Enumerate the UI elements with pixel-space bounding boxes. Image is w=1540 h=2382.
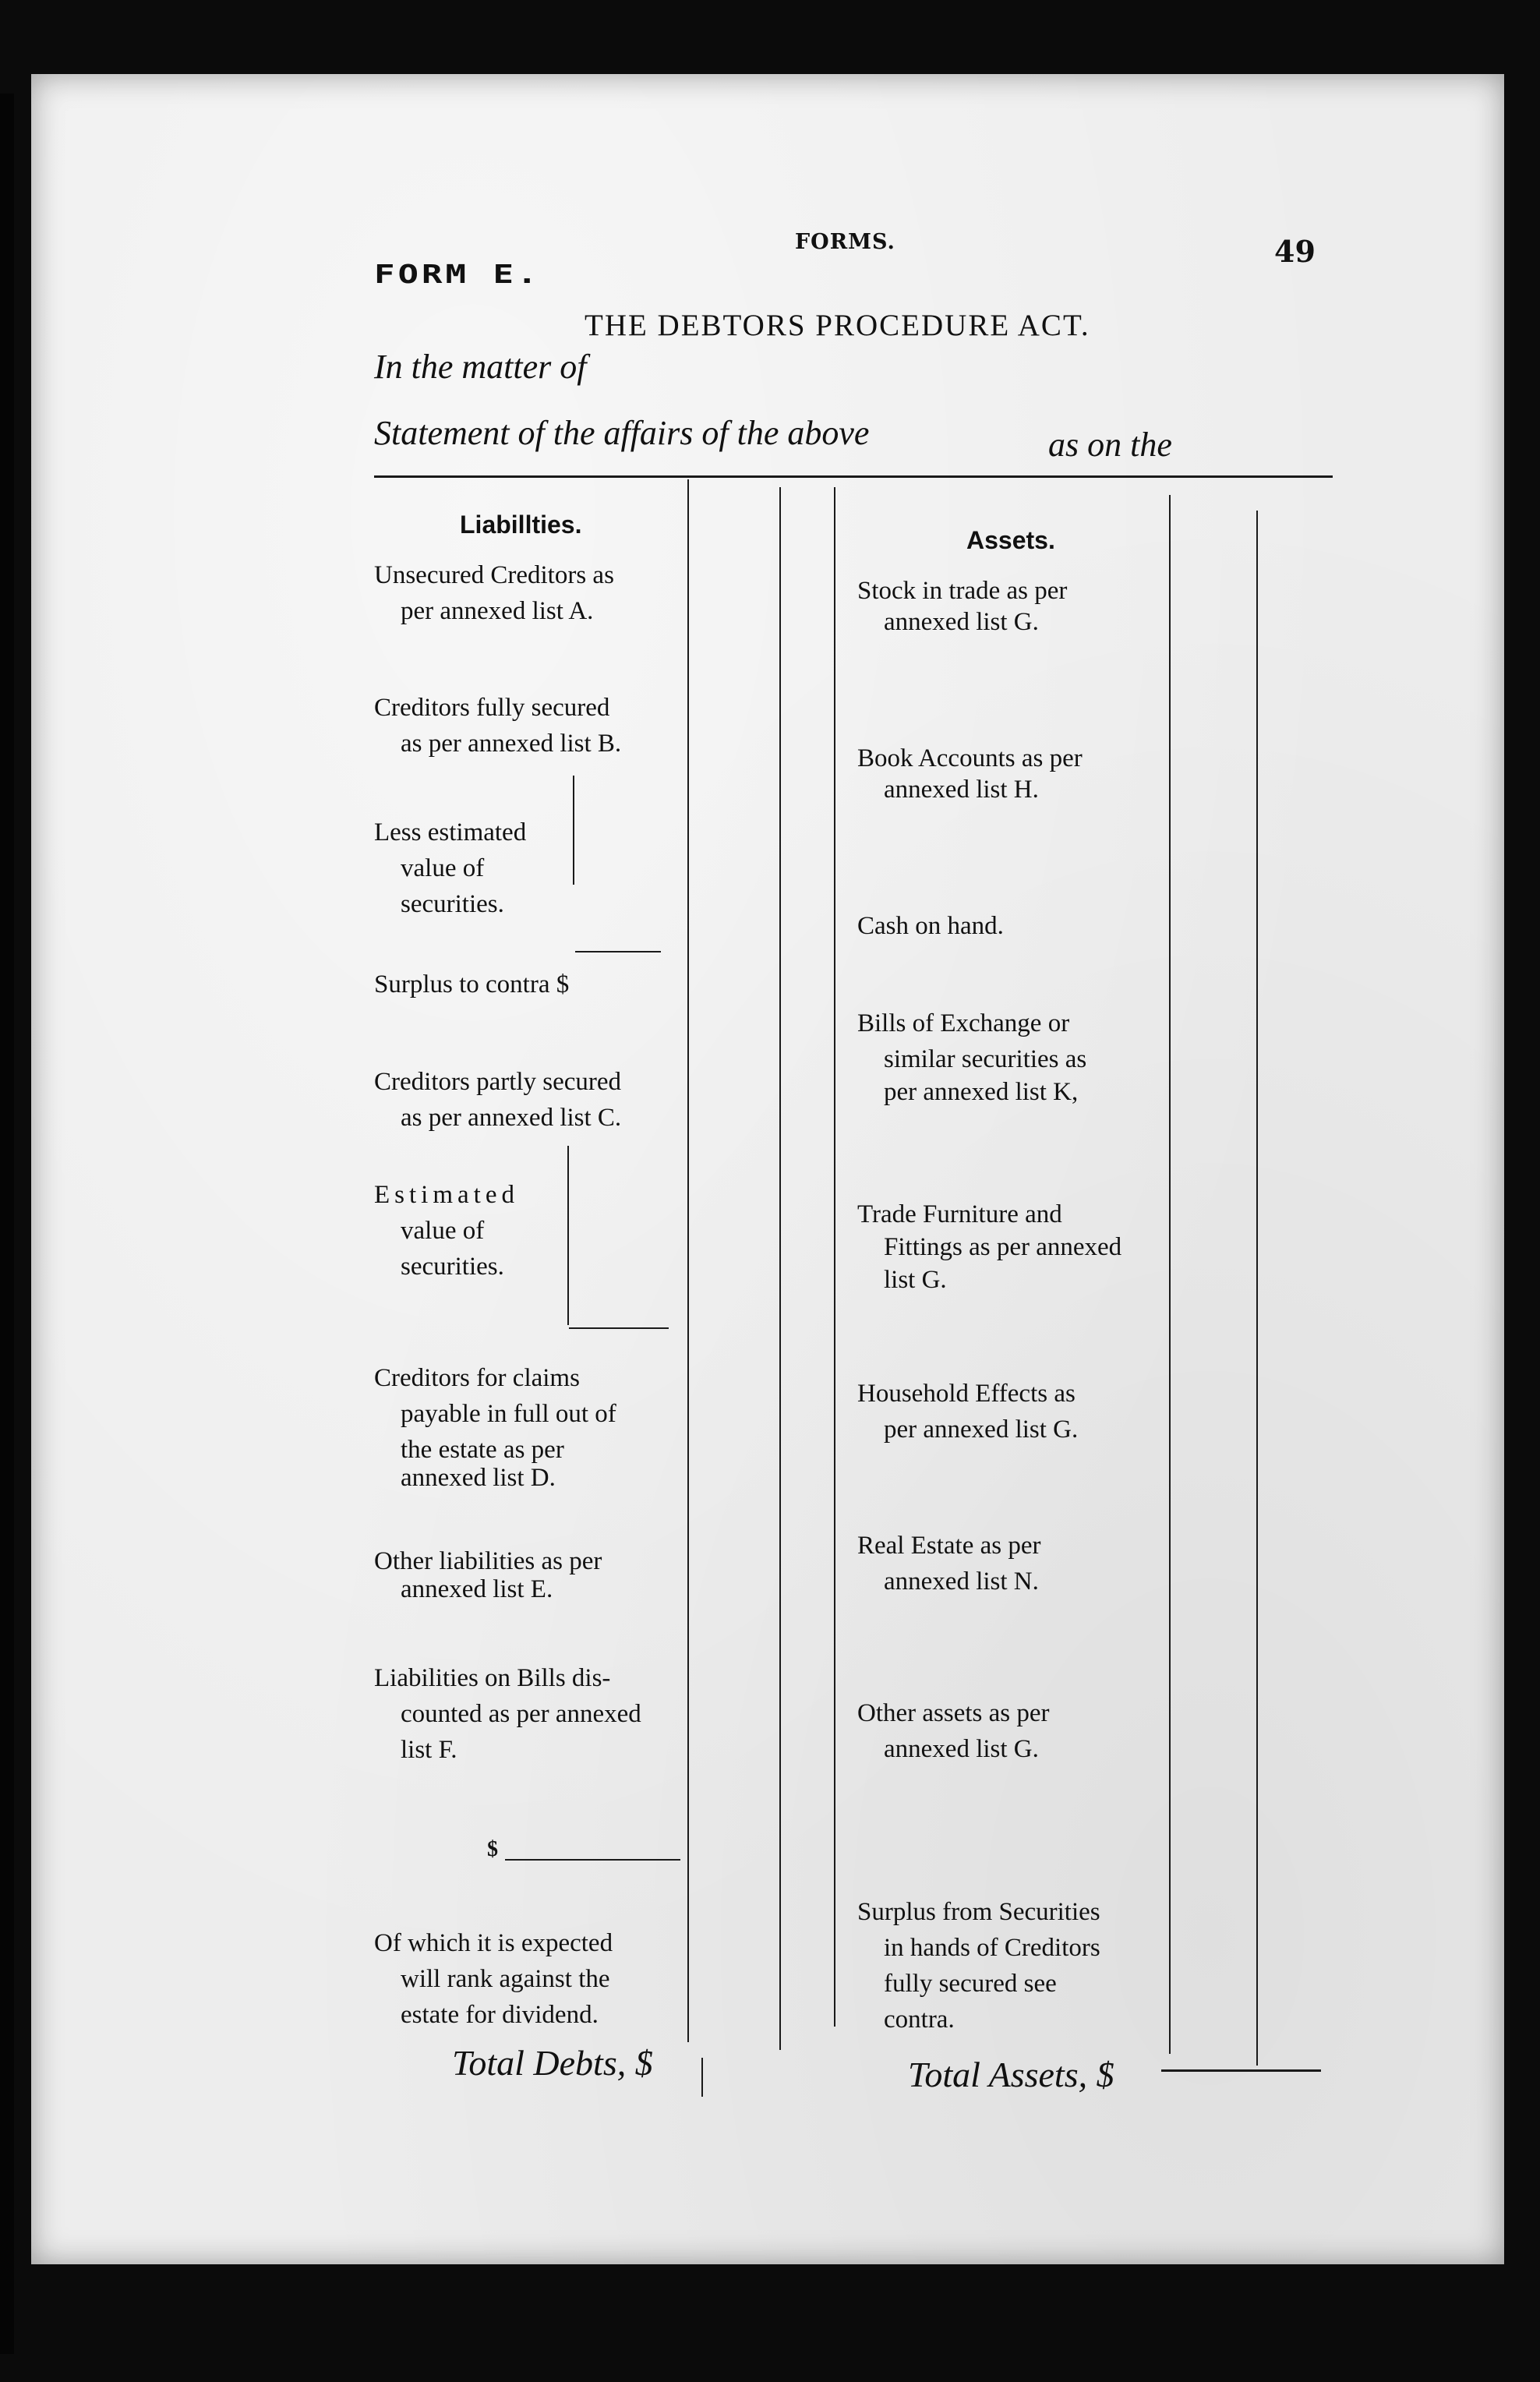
unsecured-creditors: Unsecured Creditors as per annexed list A. (374, 561, 614, 625)
estimated-value: Estimated value of securities. (374, 1181, 519, 1281)
other-assets: Other assets as per annexed list G. (857, 1699, 1050, 1763)
stock-in-trade: Stock in trade as per annexed list G. (857, 577, 1068, 636)
real-estate: Real Estate as per annexed list N. (857, 1532, 1041, 1596)
table-top-rule (374, 475, 1333, 478)
liabilities-on-bills: Liabilities on Bills dis- counted as per annexed list F. (374, 1664, 641, 1764)
column-rule-4 (1169, 495, 1171, 2054)
dollar-sign: $ (487, 1837, 498, 1861)
statement-right: as on the (1048, 426, 1172, 464)
total-debts-rule (701, 2058, 703, 2097)
matter-line: In the matter of (374, 348, 587, 386)
book-accounts: Book Accounts as per annexed list H. (857, 744, 1083, 804)
document-page (31, 74, 1504, 2264)
creditors-claims-full: Creditors for claims payable in full out of the estate as per annexed list D. (374, 1364, 616, 1492)
page-number: 49 (1274, 234, 1316, 269)
inner-underline-1 (575, 951, 661, 952)
total-debts: Total Debts, $ (452, 2043, 653, 2083)
column-rule-3 (834, 487, 835, 2027)
scan-border (0, 94, 14, 2354)
other-liabilities: Other liabilities as per annexed list E. (374, 1547, 602, 1603)
bills-of-exchange: Bills of Exchange or similar securities as per annexed list K, (857, 1009, 1087, 1106)
household-effects: Household Effects as per annexed list G. (857, 1380, 1079, 1444)
cash-on-hand: Cash on hand. (857, 912, 1004, 940)
form-label: FORM E. (374, 260, 541, 290)
statement-left: Statement of the affairs of the above (374, 414, 870, 452)
column-rule-2 (779, 487, 781, 2050)
inner-underline-2 (569, 1327, 669, 1329)
trade-furniture: Trade Furniture and Fittings as per annexed list G. (857, 1200, 1122, 1294)
inner-rule-2 (567, 1146, 569, 1325)
fully-secured-creditors: Creditors fully secured as per annexed list B. (374, 694, 622, 758)
assets-heading: Assets. (966, 526, 1055, 554)
surplus-to-contra: Surplus to contra $ (374, 970, 570, 998)
partly-secured-creditors: Creditors partly secured as per annexed list C. (374, 1068, 622, 1132)
column-rule-1 (687, 479, 689, 2042)
rank-against-estate: Of which it is expected will rank against the estate for dividend. (374, 1929, 613, 2029)
less-estimated-value: Less estimated value of securities. (374, 818, 527, 918)
total-assets: Total Assets, $ (908, 2055, 1114, 2094)
column-rule-5 (1256, 511, 1258, 2066)
dollar-underline (505, 1859, 680, 1861)
liabilities-heading: Liabillties. (460, 511, 582, 539)
running-title: FORMS. (795, 230, 895, 254)
inner-rule-1 (573, 776, 574, 885)
surplus-from-securities: Surplus from Securities in hands of Creditors fully secured see contra. (857, 1898, 1100, 2034)
total-assets-rule (1161, 2069, 1321, 2072)
act-title: THE DEBTORS PROCEDURE ACT. (585, 309, 1090, 342)
